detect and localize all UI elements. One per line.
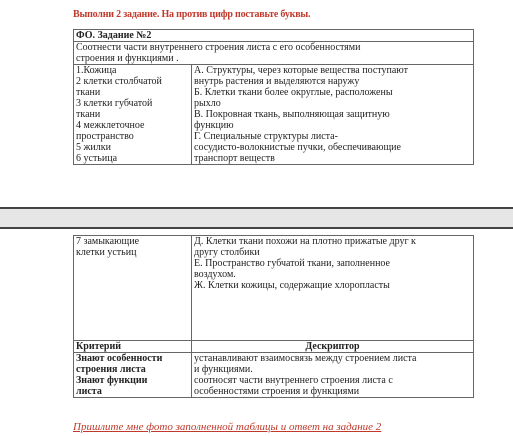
descriptor-line: особенностями строения и функциями	[194, 386, 360, 397]
descriptor-line: устанавливают взаимосвязь между строением листа	[194, 353, 417, 364]
question-line: Соотнести части внутреннего строения листа с его особенностями	[76, 42, 361, 53]
table-row	[74, 236, 474, 341]
list-item: рыхло	[194, 98, 221, 109]
structure-parts-cell	[74, 65, 192, 165]
list-item: Е. Пространство губчатой ткани, заполненное	[194, 258, 390, 269]
list-item: сосудисто-волокнистые пучки, обеспечивающие	[194, 142, 401, 153]
list-item: внутрь растения и выделяются наружу	[194, 76, 360, 87]
criterion-line: строения листа	[76, 364, 146, 375]
list-item: транспорт веществ	[194, 153, 275, 164]
criterion-line: Знают особенности	[76, 353, 163, 364]
table-row	[74, 341, 474, 353]
list-item: Б. Клетки ткани более округлые, расположены	[194, 87, 393, 98]
features-cell	[192, 65, 474, 165]
criteria-cell	[74, 353, 192, 398]
list-item: клетки устьиц	[76, 247, 137, 258]
list-item: 2 клетки столбчатой	[76, 76, 162, 87]
list-item: функцию	[194, 120, 234, 131]
list-item: В. Покровная ткань, выполняющая защитную	[194, 109, 390, 120]
features-cell	[192, 236, 474, 341]
list-item: 1.Кожица	[76, 65, 117, 76]
page-break	[0, 207, 513, 229]
question-line: строения и функциями .	[76, 53, 179, 64]
task-question	[74, 42, 474, 65]
task-table-part-1	[73, 29, 474, 165]
table-row	[74, 42, 474, 65]
task-instruction: Выполни 2 задание. На против цифр поставьте буквы.	[73, 9, 311, 20]
task-table-part-2	[73, 235, 474, 398]
list-item: пространство	[76, 131, 134, 142]
list-item: 7 замыкающие	[76, 236, 140, 247]
criterion-line: Знают функции	[76, 375, 148, 386]
list-item: другу столбики	[194, 247, 260, 258]
list-item: Ж. Клетки кожицы, содержащие хлоропласты	[194, 280, 390, 291]
table-row	[74, 65, 474, 165]
list-item: ткани	[76, 87, 101, 98]
descriptor-line: и функциями.	[194, 364, 253, 375]
list-item: 3 клетки губчатой	[76, 98, 153, 109]
list-item: А. Структуры, через которые вещества поступают	[194, 65, 408, 76]
list-item: 6 устьица	[76, 153, 118, 164]
list-item: Г. Специальные структуры листа-	[194, 131, 338, 142]
list-item: Д. Клетки ткани похожи на плотно прижатые друг к	[194, 236, 416, 247]
descriptor-header: Дескриптор	[192, 341, 474, 353]
table-row	[74, 353, 474, 398]
list-item: 5 жилки	[76, 142, 111, 153]
table-row	[74, 30, 474, 42]
list-item: 4 межклеточное	[76, 120, 145, 131]
list-item: воздухом.	[194, 269, 236, 280]
descriptor-line: соотносят части внутреннего строения листа с	[194, 375, 393, 386]
list-item: ткани	[76, 109, 101, 120]
criterion-header: Критерий	[74, 341, 192, 353]
structure-parts-cell	[74, 236, 192, 341]
criterion-line: листа	[76, 386, 102, 397]
task-header: ФО. Задание №2	[74, 30, 474, 42]
submission-instruction: Пришлите мне фото заполненной таблицы и ответ на задание 2	[73, 421, 382, 433]
descriptor-cell	[192, 353, 474, 398]
